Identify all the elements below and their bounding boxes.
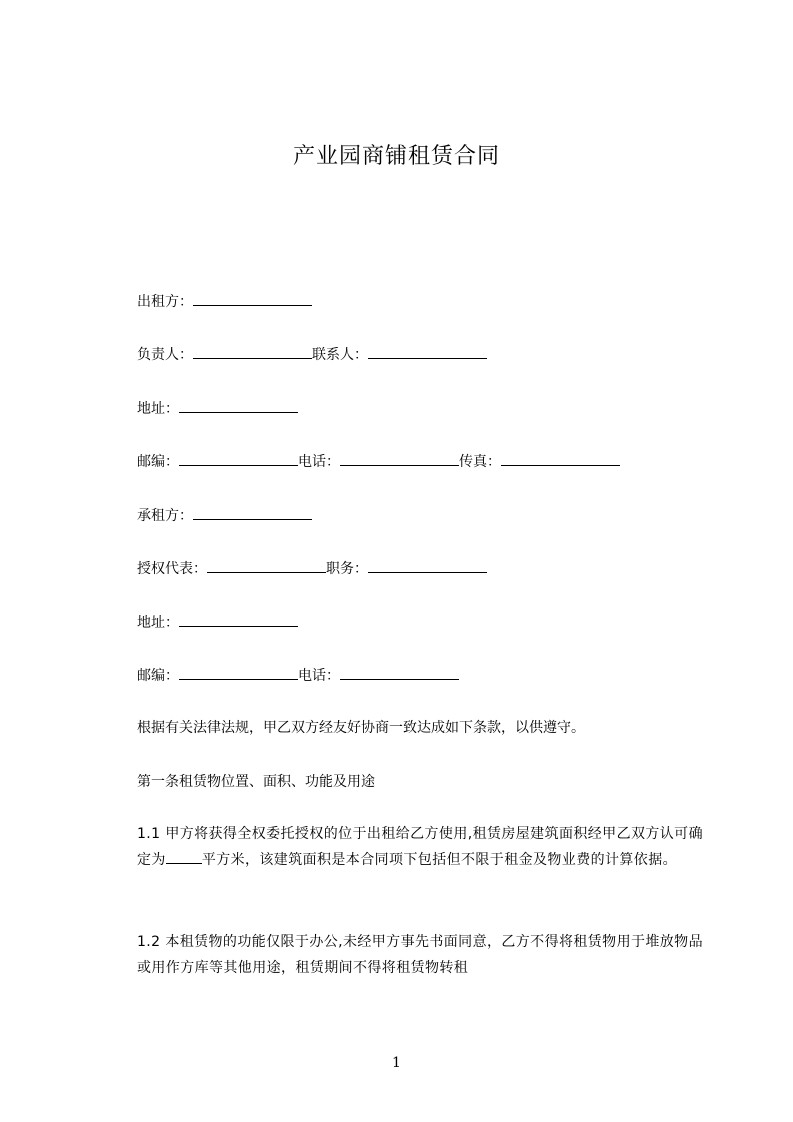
lessee-label: 承租方： xyxy=(137,508,193,524)
clause-1-1-text-b: 平方米，该建筑面积是本合同项下包括但不限于租金及物业费的计算依据。 xyxy=(201,852,678,868)
clause-1-2 xyxy=(103,929,703,981)
position-blank[interactable] xyxy=(368,558,487,573)
lessee-phone-label: 电话： xyxy=(298,668,340,684)
person-in-charge-blank[interactable] xyxy=(193,344,312,359)
clause-1-2-text: 1.2 本租赁物的功能仅限于办公,未经甲方事先书面同意，乙方不得将租赁物用于堆放物品或用作方库等其他用途，租赁期间不得将租赁物转租 xyxy=(137,934,703,976)
area-blank[interactable] xyxy=(166,849,202,864)
fax-blank[interactable] xyxy=(501,451,620,466)
document-title: 产业园商铺租赁合同 xyxy=(292,144,500,169)
clause-1-1 xyxy=(103,821,703,873)
lessor-phone-blank[interactable] xyxy=(340,451,459,466)
authorized-rep-line xyxy=(137,558,487,579)
lessor-label: 出租方： xyxy=(137,294,193,310)
lessor-address-line xyxy=(137,398,298,419)
lessee-address-label: 地址： xyxy=(137,615,179,631)
lessor-postcode-blank[interactable] xyxy=(179,451,298,466)
lessor-address-label: 地址： xyxy=(137,401,179,417)
lessor-line xyxy=(137,291,312,312)
contact-blank[interactable] xyxy=(368,344,487,359)
lessee-line xyxy=(137,505,312,526)
lessor-phone-label: 电话： xyxy=(298,454,340,470)
lessor-postcode-label: 邮编： xyxy=(137,454,179,470)
preamble: 根据有关法律法规，甲乙双方经友好协商一致达成如下条款，以供遵守。 xyxy=(137,720,585,736)
lessee-postcode-blank[interactable] xyxy=(179,665,298,680)
clause-1-1-text-a: 1.1 甲方将获得全权委托授权的位于出租给乙方使用,租赁房屋建筑面积经甲乙双方认可确定为 xyxy=(137,826,703,868)
contact-label: 联系人： xyxy=(312,347,368,363)
lessor-address-blank[interactable] xyxy=(179,398,298,413)
lessor-postcode-line xyxy=(137,451,620,472)
lessee-address-line xyxy=(137,612,298,633)
lessee-blank[interactable] xyxy=(193,505,312,520)
person-in-charge-label: 负责人： xyxy=(137,347,193,363)
position-label: 职务： xyxy=(326,561,368,577)
authorized-rep-blank[interactable] xyxy=(207,558,326,573)
article1-heading: 第一条租赁物位置、面积、功能及用途 xyxy=(137,774,375,790)
lessor-blank[interactable] xyxy=(193,291,312,306)
lessee-postcode-label: 邮编： xyxy=(137,668,179,684)
lessee-postcode-line xyxy=(137,665,459,686)
page-number: 1 xyxy=(392,1055,401,1071)
lessee-address-blank[interactable] xyxy=(179,612,298,627)
person-in-charge-line xyxy=(137,344,487,365)
authorized-rep-label: 授权代表： xyxy=(137,561,207,577)
fax-label: 传真： xyxy=(459,454,501,470)
lessee-phone-blank[interactable] xyxy=(340,665,459,680)
